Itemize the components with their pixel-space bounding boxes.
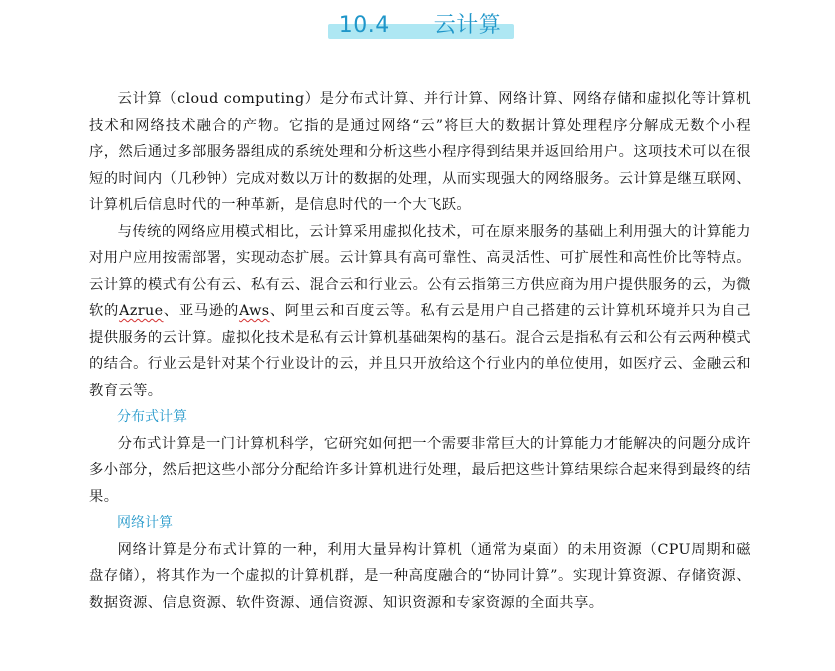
paragraph-virtualization	[89, 219, 751, 405]
paragraph-intro: 云计算（cloud computing）是分布式计算、并行计算、网络计算、网络存储和虚拟化等计算机技术和网络技术融合的产物。它指的是通过网络“云”将巨大的数据计算处理程序分解成无数个小程序，然后通过多部服务器组成的系统处理和分析这些小程序得到结果并返回给用户。这项技术可以在很短的时间内（几秒钟）完成对数以万计的数据的处理，从而实现强大的网络服务。云计算是继互联网、计算机后信息时代的一种革新，是信息时代的一个大飞跃。	[89, 91, 751, 213]
paragraph-network: 网络计算是分布式计算的一种，利用大量异构计算机（通常为桌面）的未用资源（CPU周期和磁盘存储），将其作为一个虚拟的计算机群，是一种高度融合的“协同计算”。实现计算资源、存储资源、数据资源、信息资源、软件资源、通信资源、知识资源和专家资源的全面共享。	[89, 541, 751, 611]
text-segment: 与传统的网络应用模式相比，云计算采用虚拟化技术，可在原来服务的基础上利用强大的计算能力对用户应用按需部署，实现动态扩展。云计算具有高可靠性、高灵活性、可扩展性和高性价比等特点。云计算的模式有公有云、私有云、混合云和行业云。公有云指第三方供应商为用户提供服务的云，为微软的	[89, 223, 751, 319]
section-title	[339, 13, 502, 38]
subheading-network: 网络计算	[117, 515, 173, 531]
aws-term: Aws	[239, 303, 270, 319]
page-body	[89, 86, 751, 616]
section-heading	[330, 10, 510, 42]
text-segment: 、亚马逊的	[163, 303, 240, 319]
text-segment: 、阿里云和百度云等。私有云是用户自己搭建的云计算机环境并只为自己提供服务的云计算。虚拟化技术是私有云计算机基础架构的基石。混合云是指私有云和公有云两种模式的结合。行业云是针对某个行业设计的云，并且只开放给这个行业内的单位使用，如医疗云、金融云和教育云等。	[89, 303, 752, 399]
section-title-text: 云计算	[433, 13, 502, 38]
paragraph-distributed: 分布式计算是一门计算机科学，它研究如何把一个需要非常巨大的计算能力才能解决的问题分成许多小部分，然后把这些小部分分配给许多计算机进行处理，最后把这些计算结果综合起来得到最终的结果。	[89, 435, 751, 505]
subheading-distributed: 分布式计算	[117, 409, 187, 425]
section-number: 10.4	[338, 13, 390, 38]
azure-term: Azrue	[119, 303, 164, 319]
